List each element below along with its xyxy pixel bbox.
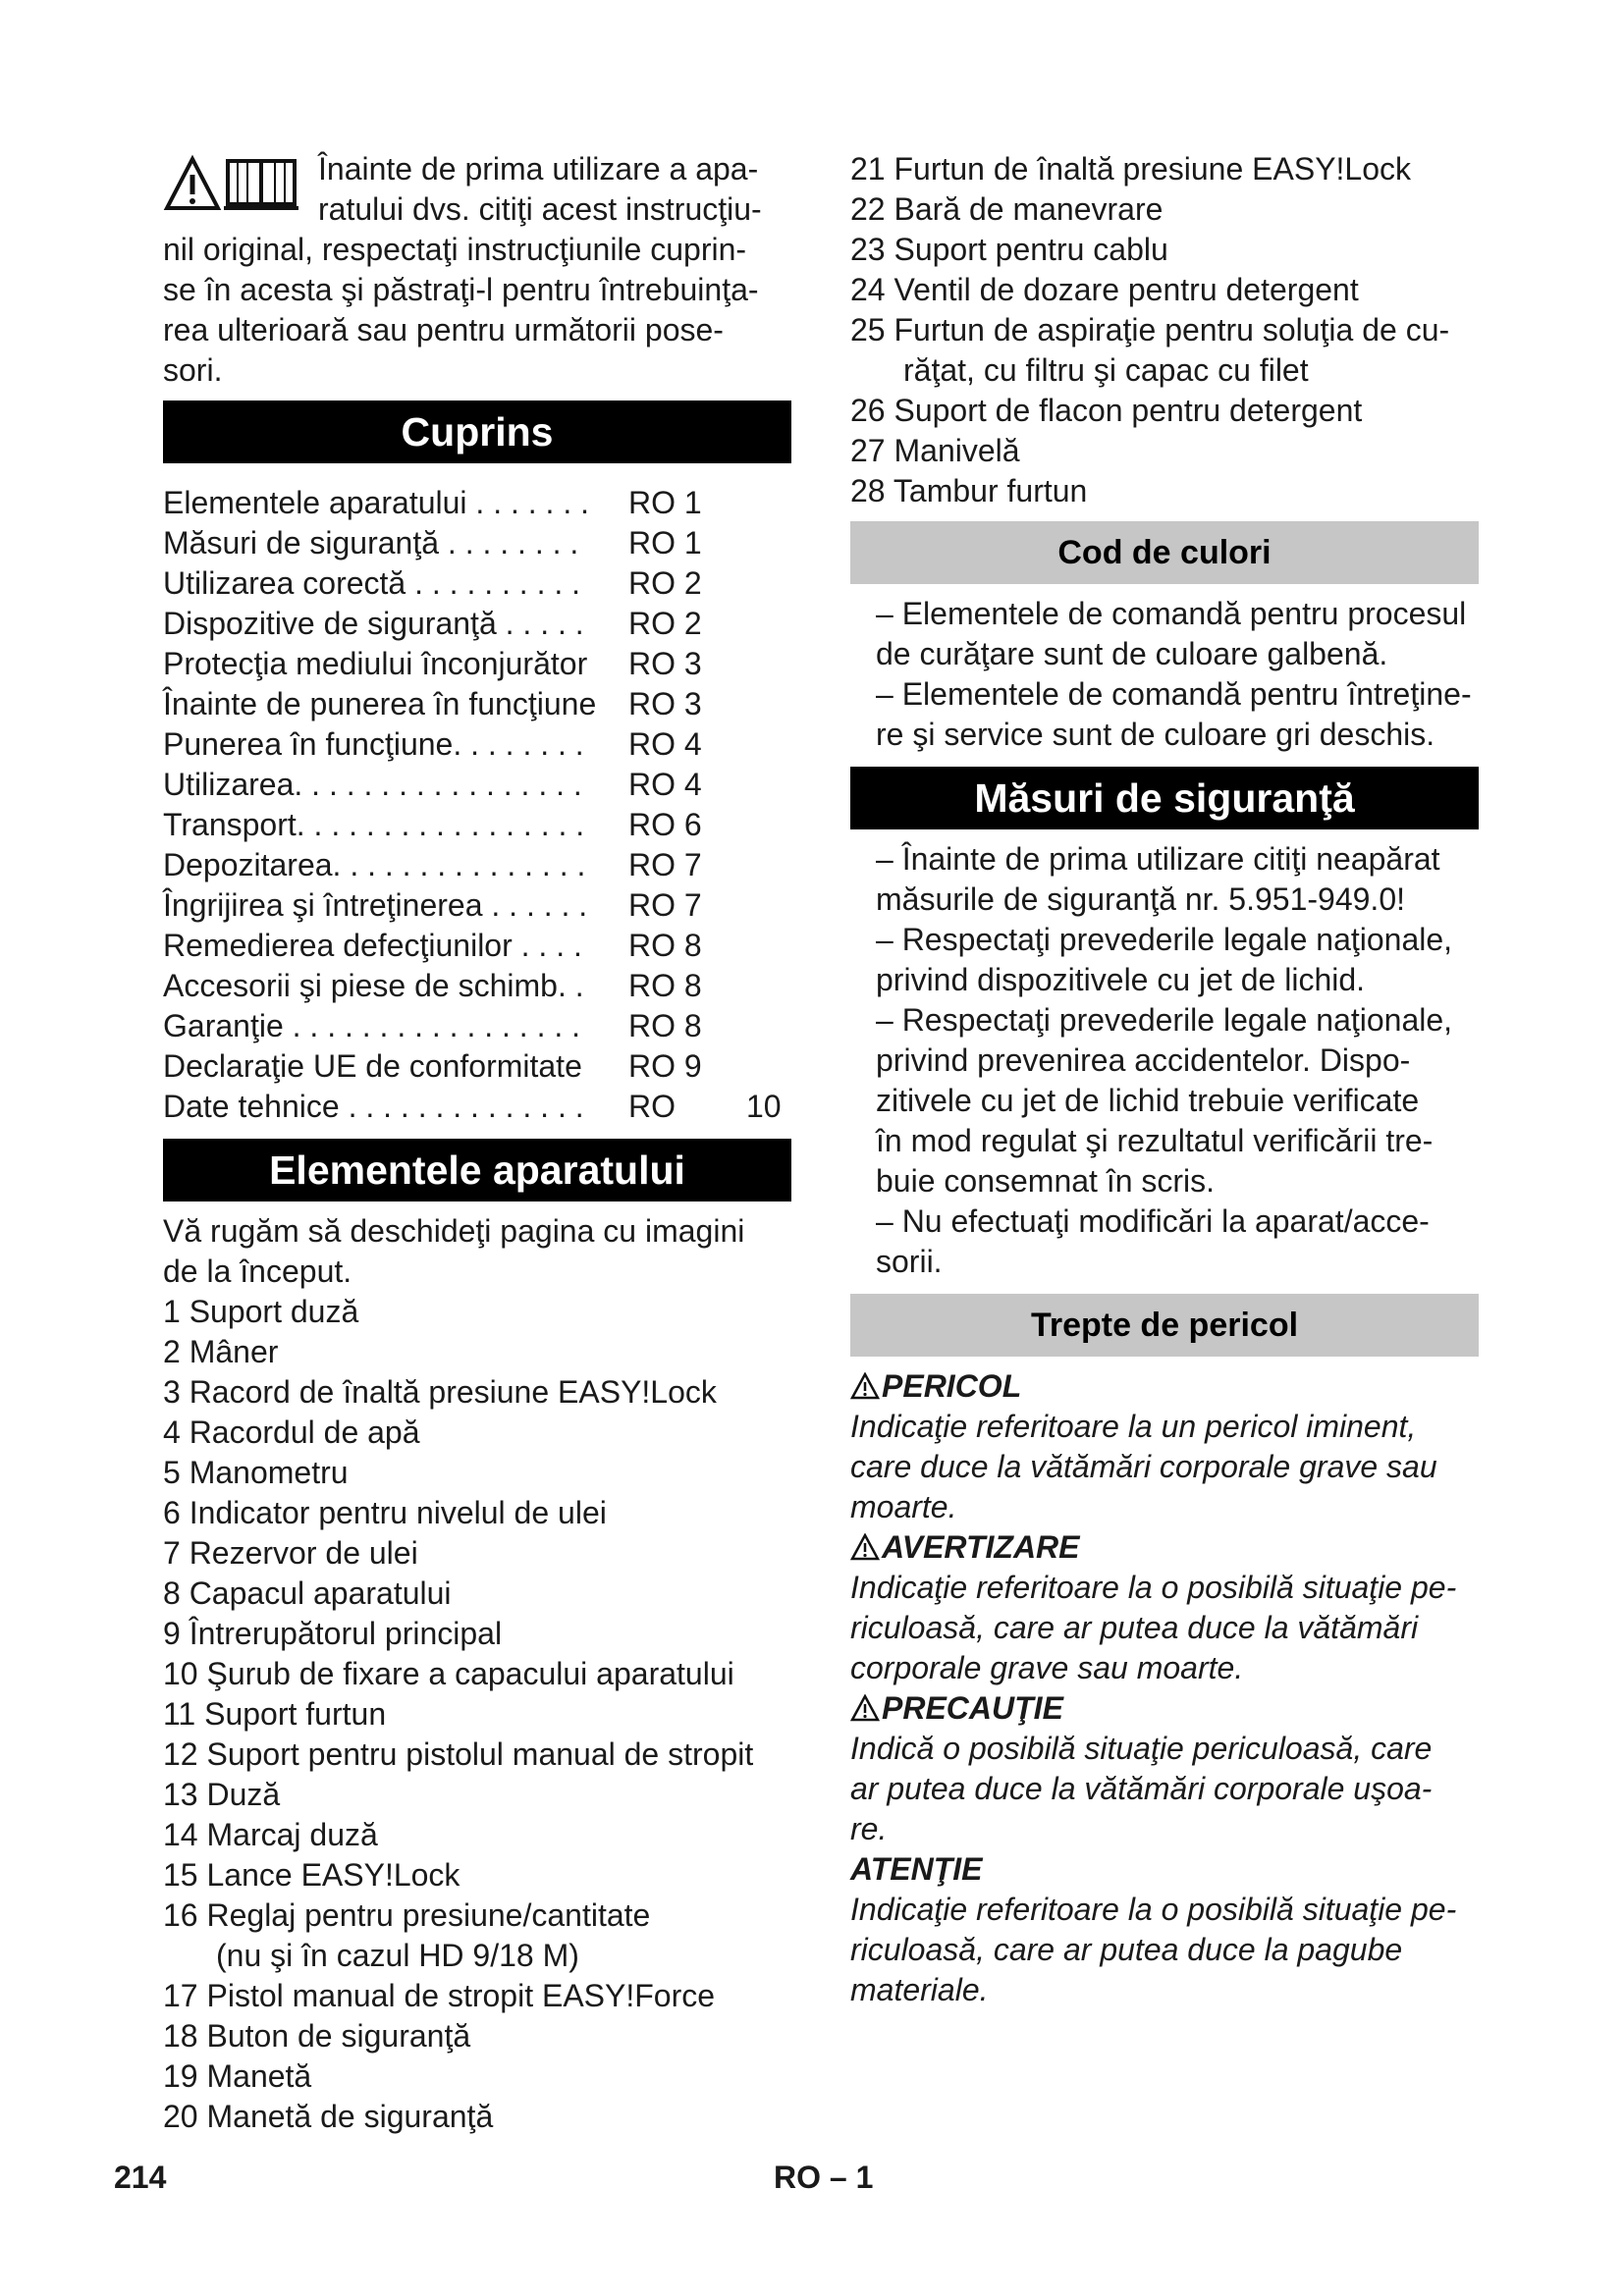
- toc-entry[interactable]: [163, 926, 791, 966]
- toc-page-ref: RO 7: [628, 847, 702, 882]
- list-item: 12 Suport pentru pistolul manual de stropit: [163, 1736, 754, 1772]
- hazard-line: riculoasă, care ar putea duce la vătămări: [850, 1610, 1419, 1645]
- toc-entry[interactable]: [163, 523, 791, 563]
- hazard-line: Indicaţie referitoare la o posibilă situaţie pe-: [850, 1892, 1457, 1927]
- table-of-contents: [163, 483, 791, 1127]
- color-code-list: [850, 594, 1479, 755]
- list-item: [850, 594, 1479, 674]
- toc-page-ref: RO 8: [628, 928, 702, 963]
- toc-page-ref: RO 6: [628, 807, 702, 842]
- list-item-line: sorii.: [876, 1244, 943, 1279]
- hazard-line: riculoasă, care ar putea duce la pagube: [850, 1932, 1403, 1967]
- toc-entry[interactable]: [163, 483, 791, 523]
- toc-page-ref: RO 4: [628, 726, 702, 762]
- toc-label: Îngrijirea şi întreţinerea . . . . . .: [163, 887, 588, 923]
- list-item-line: – Înainte de prima utilizare citiţi neapărat: [876, 841, 1440, 877]
- toc-entry[interactable]: [163, 1087, 791, 1127]
- list-item: 6 Indicator pentru nivelul de ulei: [163, 1495, 607, 1530]
- toc-label: Protecţia mediului înconjurător: [163, 646, 588, 681]
- toc-entry[interactable]: [163, 684, 791, 724]
- hazard-line: Indică o posibilă situaţie periculoasă, care: [850, 1731, 1433, 1766]
- list-item: 13 Duză: [163, 1777, 281, 1812]
- toc-label: Elementele aparatului . . . . . . .: [163, 485, 589, 520]
- toc-entry[interactable]: [163, 604, 791, 644]
- hazard-levels: [850, 1366, 1479, 2010]
- list-item: [850, 1000, 1479, 1201]
- toc-page-ref: RO 3: [628, 686, 702, 721]
- list-item-line: măsurile de siguranţă nr. 5.951-949.0!: [876, 881, 1405, 917]
- hazard-line: moarte.: [850, 1489, 957, 1524]
- warning-triangle-icon: [850, 1372, 880, 1400]
- list-item-line: – Elementele de comandă pentru procesul: [876, 596, 1467, 631]
- hazard-level-notice: [850, 1849, 1479, 2010]
- hazard-level-danger: [850, 1366, 1479, 1527]
- intro-line: se în acesta şi păstraţi-l pentru întrebuinţa-: [163, 272, 759, 307]
- hazard-level-name: ATENŢIE: [850, 1851, 983, 1887]
- list-item: 3 Racord de înaltă presiune EASY!Lock: [163, 1374, 717, 1410]
- list-item: 2 Mâner: [163, 1334, 279, 1369]
- list-item: 18 Buton de siguranţă: [163, 2018, 471, 2054]
- list-item-line: în mod regulat şi rezultatul verificării tre-: [876, 1123, 1434, 1158]
- list-item-line: de curăţare sunt de culoare galbenă.: [876, 636, 1388, 671]
- list-item: 16 Reglaj pentru presiune/cantitate: [163, 1897, 651, 1933]
- toc-page-ref: RO 7: [628, 887, 702, 923]
- hazard-line: Indicaţie referitoare la un pericol iminent,: [850, 1409, 1417, 1444]
- toc-page-number: 10: [746, 1089, 782, 1124]
- list-item: 4 Racordul de apă: [163, 1415, 420, 1450]
- list-item: 23 Suport pentru cablu: [850, 232, 1168, 267]
- toc-label: Punerea în funcţiune. . . . . . . .: [163, 726, 584, 762]
- toc-label: Depozitarea. . . . . . . . . . . . . . .: [163, 847, 586, 882]
- hazard-level-name: PRECAUŢIE: [882, 1690, 1063, 1726]
- list-item: [850, 674, 1479, 755]
- toc-entry[interactable]: [163, 885, 791, 926]
- list-item-line: buie consemnat în scris.: [876, 1163, 1216, 1199]
- list-item: 15 Lance EASY!Lock: [163, 1857, 460, 1893]
- list-item: 19 Manetă: [163, 2058, 312, 2094]
- toc-label: Transport. . . . . . . . . . . . . . . . .: [163, 807, 585, 842]
- intro-line: sori.: [163, 352, 223, 388]
- toc-page-ref: RO 2: [628, 606, 702, 641]
- list-item: [850, 1201, 1479, 1282]
- hazard-level-name: AVERTIZARE: [882, 1529, 1080, 1565]
- list-item-line: – Respectaţi prevederile legale naţionale,: [876, 1002, 1453, 1038]
- toc-page-ref: RO: [628, 1089, 676, 1124]
- toc-page-ref: RO 8: [628, 1008, 702, 1043]
- toc-entry[interactable]: [163, 765, 791, 805]
- toc-label: Garanţie . . . . . . . . . . . . . . . . .: [163, 1008, 581, 1043]
- list-item: 21 Furtun de înaltă presiune EASY!Lock: [850, 151, 1412, 187]
- toc-label: Măsuri de siguranţă . . . . . . . .: [163, 525, 579, 561]
- elements-list: [163, 1211, 791, 2137]
- intro-paragraph: [163, 149, 791, 391]
- list-item-line: – Nu efectuaţi modificări la aparat/acce-: [876, 1203, 1430, 1239]
- list-item-line: privind dispozitivele cu jet de lichid.: [876, 962, 1366, 997]
- list-item: 17 Pistol manual de stropit EASY!Force: [163, 1978, 716, 2013]
- toc-entry[interactable]: [163, 563, 791, 604]
- right-column: [850, 149, 1479, 2010]
- elements-intro-line: de la început.: [163, 1254, 352, 1289]
- intro-line: Înainte de prima utilizare a apa-: [318, 151, 759, 187]
- hazard-level-warning: [850, 1527, 1479, 1688]
- list-item-line: re şi service sunt de culoare gri deschis.: [876, 717, 1435, 752]
- list-item: 14 Marcaj duză: [163, 1817, 378, 1852]
- list-item-continuation: răţat, cu filtru şi capac cu filet: [903, 352, 1309, 388]
- list-item: 7 Rezervor de ulei: [163, 1535, 418, 1571]
- intro-line: ratului dvs. citiţi acest instrucţiu-: [318, 191, 762, 227]
- list-item: 27 Manivelă: [850, 433, 1020, 468]
- elements-heading: Elementele aparatului: [163, 1139, 791, 1201]
- toc-label: Dispozitive de siguranţă . . . . .: [163, 606, 584, 641]
- toc-heading: Cuprins: [163, 400, 791, 463]
- warning-triangle-icon: [850, 1533, 880, 1561]
- intro-line: nil original, respectaţi instrucţiunile cuprin-: [163, 232, 747, 267]
- toc-page-ref: RO 9: [628, 1048, 702, 1084]
- list-item-continuation: (nu şi în cazul HD 9/18 M): [216, 1938, 579, 1973]
- toc-page-ref: RO 8: [628, 968, 702, 1003]
- left-column: [163, 149, 791, 2137]
- toc-entry[interactable]: [163, 1006, 791, 1046]
- toc-entry[interactable]: [163, 644, 791, 684]
- toc-page-ref: RO 4: [628, 767, 702, 802]
- list-item: 5 Manometru: [163, 1455, 349, 1490]
- hazard-level-name: PERICOL: [882, 1368, 1022, 1404]
- intro-line: rea ulterioară sau pentru următorii pose-: [163, 312, 724, 347]
- list-item: 24 Ventil de dozare pentru detergent: [850, 272, 1359, 307]
- warning-triangle-icon: [850, 1694, 880, 1722]
- list-item-line: zitivele cu jet de lichid trebuie verificate: [876, 1083, 1420, 1118]
- list-item-line: – Elementele de comandă pentru întreţine-: [876, 676, 1472, 712]
- elements-list-continued: [850, 149, 1479, 511]
- list-item: 1 Suport duză: [163, 1294, 359, 1329]
- warning-manual-icon: [163, 153, 312, 212]
- toc-entry[interactable]: [163, 966, 791, 1006]
- hazard-line: Indicaţie referitoare la o posibilă situaţie pe-: [850, 1570, 1457, 1605]
- safety-list: [850, 839, 1479, 1282]
- toc-label: Înainte de punerea în funcţiune: [163, 686, 597, 721]
- hazard-level-caution: [850, 1688, 1479, 1849]
- toc-label: Date tehnice . . . . . . . . . . . . . .: [163, 1089, 584, 1124]
- list-item: 8 Capacul aparatului: [163, 1575, 452, 1611]
- list-item: [850, 920, 1479, 1000]
- section-page-label: RO – 1: [774, 2160, 874, 2195]
- hazard-line: materiale.: [850, 1972, 989, 2007]
- toc-page-ref: RO 3: [628, 646, 702, 681]
- safety-heading: Măsuri de siguranţă: [850, 767, 1479, 829]
- list-item: 22 Bară de manevrare: [850, 191, 1164, 227]
- page-number: 214: [114, 2160, 167, 2195]
- toc-label: Accesorii şi piese de schimb. .: [163, 968, 584, 1003]
- elements-intro-line: Vă rugăm să deschideţi pagina cu imagini: [163, 1213, 745, 1249]
- toc-label: Remedierea defecţiunilor . . . .: [163, 928, 582, 963]
- list-item-line: privind prevenirea accidentelor. Dispo-: [876, 1042, 1411, 1078]
- toc-label: Declaraţie UE de conformitate: [163, 1048, 582, 1084]
- toc-entry[interactable]: [163, 845, 791, 885]
- list-item: 28 Tambur furtun: [850, 473, 1088, 508]
- toc-page-ref: RO 1: [628, 525, 702, 561]
- list-item: 10 Şurub de fixare a capacului aparatului: [163, 1656, 734, 1691]
- toc-entry[interactable]: [163, 724, 791, 765]
- list-item: 9 Întrerupătorul principal: [163, 1616, 503, 1651]
- hazard-line: re.: [850, 1811, 888, 1846]
- list-item: 20 Manetă de siguranţă: [163, 2099, 494, 2134]
- list-item: 26 Suport de flacon pentru detergent: [850, 393, 1363, 428]
- list-item: 11 Suport furtun: [163, 1696, 387, 1732]
- hazard-line: care duce la vătămări corporale grave sau: [850, 1449, 1437, 1484]
- toc-page-ref: RO 2: [628, 565, 702, 601]
- list-item: [850, 839, 1479, 920]
- toc-entry[interactable]: [163, 805, 791, 845]
- hazard-levels-heading: Trepte de pericol: [850, 1294, 1479, 1357]
- list-item-line: – Respectaţi prevederile legale naţionale,: [876, 922, 1453, 957]
- toc-label: Utilizarea. . . . . . . . . . . . . . . . .: [163, 767, 582, 802]
- hazard-line: ar putea duce la vătămări corporale uşoa-: [850, 1771, 1433, 1806]
- list-item: 25 Furtun de aspiraţie pentru soluţia de cu-: [850, 312, 1450, 347]
- toc-entry[interactable]: [163, 1046, 791, 1087]
- toc-label: Utilizarea corectă . . . . . . . . . .: [163, 565, 581, 601]
- toc-page-ref: RO 1: [628, 485, 702, 520]
- hazard-line: corporale grave sau moarte.: [850, 1650, 1244, 1685]
- color-code-heading: Cod de culori: [850, 521, 1479, 584]
